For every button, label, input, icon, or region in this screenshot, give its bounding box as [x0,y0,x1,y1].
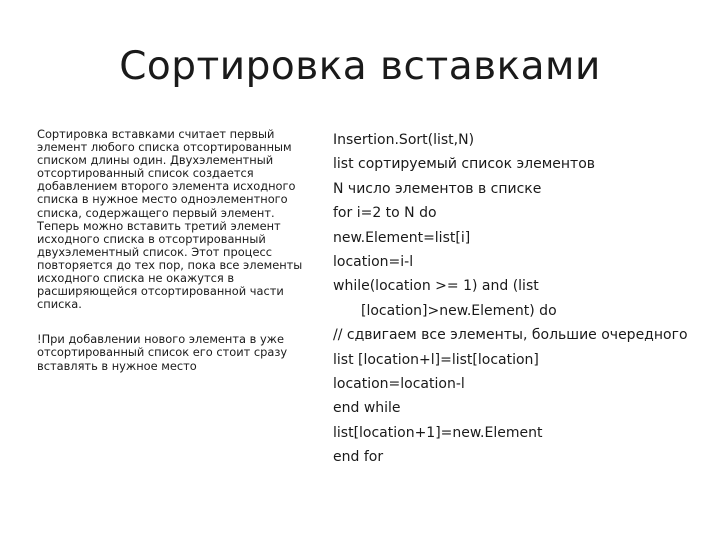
code-line: N число элементов в списке [333,180,542,197]
description-column [37,128,315,373]
slide-title: Сортировка вставками [119,44,601,89]
code-line: location=i-l [333,254,414,271]
note-paragraph: !При добавлении нового элемента в уже отсортированный список его стоит сразу вставлять в нужное место [37,332,288,373]
code-line: list[location+1]=new.Element [333,424,543,441]
code-line: // сдвигаем все элементы, большие очередного [333,327,688,344]
code-line: list [location+l]=list[location] [333,351,539,368]
code-line: end while [333,400,401,417]
code-line: new.Element=list[i] [333,229,471,246]
pseudocode-block [333,128,713,470]
code-line: Insertion.Sort(list,N) [333,132,475,148]
code-line: list сортируемый список элементов [333,156,596,173]
description-paragraph: Сортировка вставками считает первый элемент любого списка отсортированным списком длины один. Двухэлементный отсортированный список создается добавлением второго элемента исходного списка в нужное место одноэлементного списка, содержащего первый элемент. Теперь можно вставить третий элемент исходного списка в отсортированный двухэлементный список. Этот процесс повторяется до тех пор, пока все элементы исходного списка не окажутся в расширяющейся отсортированной части списка. [37,127,303,312]
code-line: while(location >= 1) and (list [333,278,539,295]
code-line: [location]>new.Element) do [361,302,557,319]
code-line: for i=2 to N do [333,205,437,222]
code-line: end for [333,449,384,466]
code-line: location=location-l [333,376,465,393]
